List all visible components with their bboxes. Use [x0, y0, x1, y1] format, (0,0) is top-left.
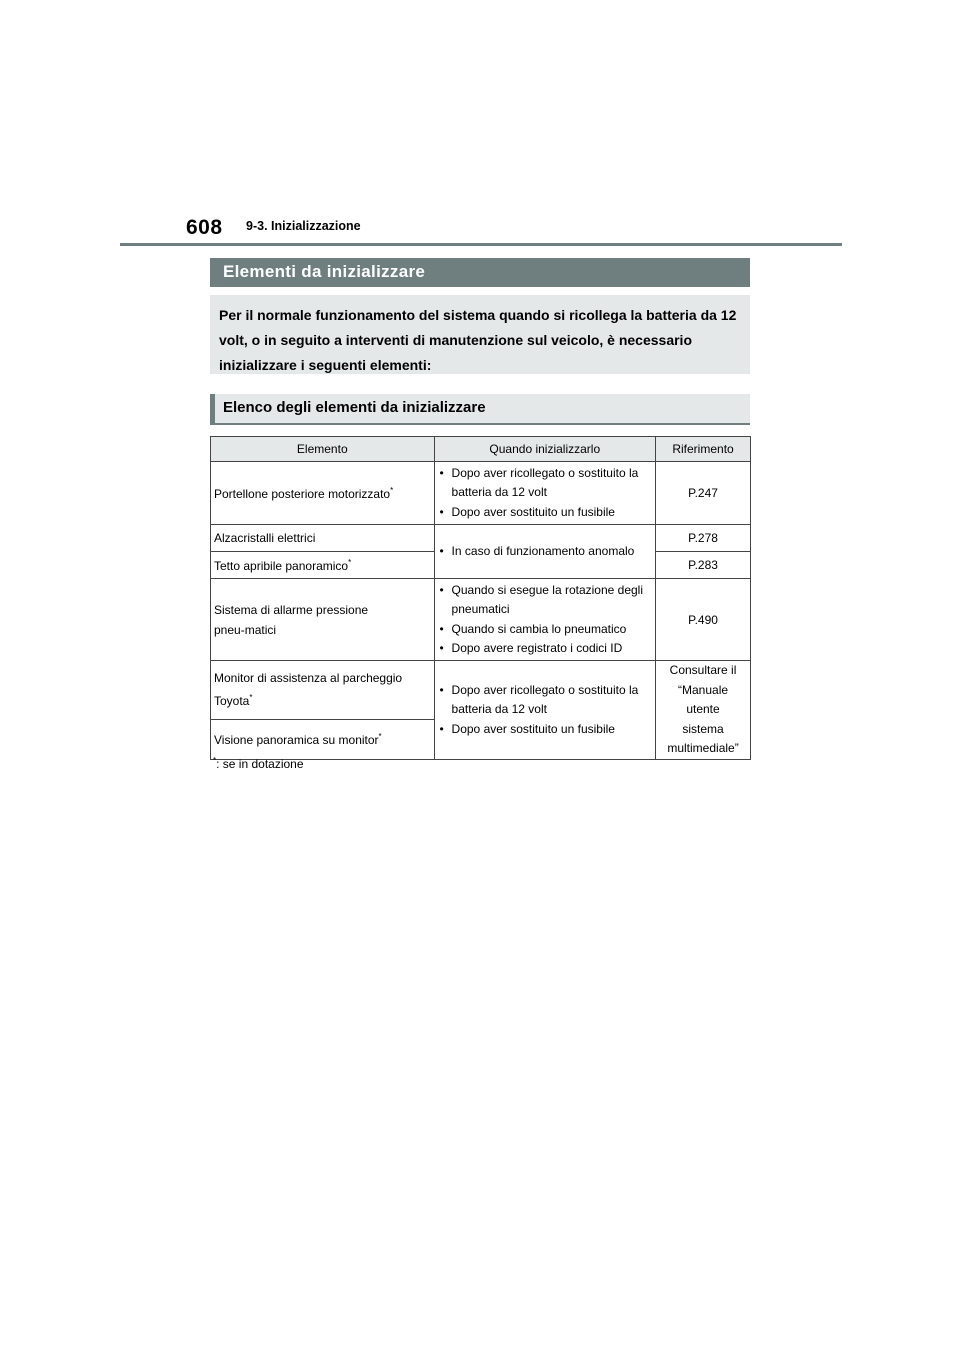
column-header: Riferimento [656, 437, 751, 462]
header-rule [120, 243, 842, 246]
footnote-mark: * [348, 557, 352, 567]
intro-text: Per il normale funzionamento del sistema quando si ricollega la batteria da 12 volt, o in seguito a interventi di manutenzione sul veicolo, è necessario inizializzare i seguenti elementi: [219, 307, 737, 373]
list-item: • Dopo avere registrato i codici ID [438, 639, 653, 659]
reference-cell: P.490 [656, 579, 751, 661]
list-item: • In caso di funzionamento anomalo [438, 542, 653, 562]
sub-heading-bar [210, 394, 215, 423]
when-cell [434, 462, 656, 525]
element-cell: Alzacristalli elettrici [211, 525, 435, 552]
items-table [210, 436, 751, 760]
main-heading: Elementi da inizializzare [210, 258, 750, 287]
section-label: 9-3. Inizializzazione [246, 219, 361, 233]
when-list [438, 681, 653, 740]
list-item: • Dopo aver ricollegato o sostituito la batteria da 12 volt [438, 464, 653, 503]
sub-heading [210, 394, 750, 425]
element-label: Sistema di allarme pressione pneu-matici [214, 602, 369, 637]
footnote-mark: * [249, 693, 253, 703]
footnote-mark: * [390, 485, 394, 495]
reference-cell: P.283 [656, 552, 751, 579]
element-cell [211, 579, 435, 661]
list-item: • Dopo aver sostituito un fusibile [438, 720, 653, 740]
column-header: Elemento [211, 437, 435, 462]
footnote-mark: * [378, 731, 382, 741]
when-list [438, 542, 653, 562]
element-text [214, 668, 431, 711]
footnote [213, 756, 304, 771]
when-cell [434, 579, 656, 661]
table-row [211, 525, 751, 552]
page-number: 608 [186, 216, 223, 239]
list-item: • Dopo aver sostituito un fusibile [438, 503, 653, 523]
element-label: Portellone posteriore motorizzato [214, 486, 391, 501]
list-item: • Dopo aver ricollegato o sostituito la batteria da 12 volt [438, 681, 653, 720]
element-label: Tetto apribile panoramico [214, 558, 349, 573]
when-list [438, 581, 653, 659]
list-item: • Quando si esegue la rotazione degli pneumatici [438, 581, 653, 620]
intro-box [210, 295, 750, 374]
element-cell [211, 719, 435, 759]
element-label: Monitor di assistenza al parcheggio Toyota [214, 671, 403, 709]
sub-heading-text: Elenco degli elementi da inizializzare [223, 399, 486, 416]
when-list [438, 464, 653, 523]
list-item: • Quando si cambia lo pneumatico [438, 620, 653, 640]
column-header: Quando inizializzarlo [434, 437, 656, 462]
table-row [211, 661, 751, 720]
when-cell [434, 525, 656, 579]
element-cell [211, 661, 435, 720]
table-row [211, 579, 751, 661]
reference-cell: P.247 [656, 462, 751, 525]
element-cell [211, 462, 435, 525]
element-cell [211, 552, 435, 579]
reference-text: Consultare il “Manuale utente sistema multimediale” [667, 663, 739, 755]
element-label: Visione panoramica su monitor [214, 732, 379, 747]
reference-cell: P.278 [656, 525, 751, 552]
footnote-text: : se in dotazione [216, 757, 304, 771]
when-cell [434, 661, 656, 760]
reference-cell [656, 661, 751, 760]
table-header-row [211, 437, 751, 462]
footnote-mark: * [213, 756, 217, 765]
table-row [211, 462, 751, 525]
